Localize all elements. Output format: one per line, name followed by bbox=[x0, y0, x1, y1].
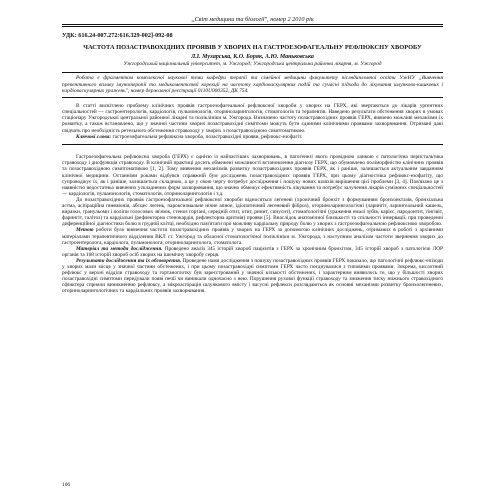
results-lead: Результати дослідження та їх обговорення. bbox=[76, 257, 182, 264]
keywords bbox=[62, 134, 443, 140]
body-paragraph-aim: Метою роботи було вивчення частоти позастравохідних проявів у хворих на ГЕРХ за допомогою клінічних досліджень, отриманих в роботі з архівними матеріалами терапевтичного відділення ВКЛ ст. Ужгород та обласної стоматологічної поліклініки м. Ужгорода, з наступним аналізом частоти звернення хворих до гастроентеролога, кардіолога, пульмонолога, оториноларинголога, стоматолога. bbox=[62, 227, 443, 246]
author-affiliation: Ужгородський національний університет, м. Ужгород; Ужгородська центральна районна лікарня, м. Ужгород bbox=[123, 61, 382, 67]
header-rule bbox=[62, 24, 443, 25]
body-paragraph-intro: Гастроезофагеальна рефлюксна хвороба (ГЕРХ) є однією із найчастіших захворювань, в патогенезі якого провідною ланкою є патологічна перистальтика стравоходу і дисфункція стравоходу. В клінічній практиці досить обмежені можливості встановлення діагнозу ГЕРХ, що обумовлено поліморфністю клінічних проявів та позастравохідною симптоматикою [1, 2]. Тому вивчення механізмів розвитку позастравохідних проявів ГЕРХ, як і раніше, залишається актуальним завданням клінічної медицини. Останніми роками відбувся справжній бум досліджень позастравохідних проявів ГЕРХ, при цьому діагностика рефлюкс-езофагіту, що супроводжує їх, як і раніше, залишається складною, а це у свою чергу потребує дослідження і пошуку нових шляхів вирішення цієї проблеми [3, 4]. Пов'язано це з наявністю недостатньо вивчених ускладнених форм захворювання, що значно обмежує ефективність лікування та потребує залучення лікарів суміжних спеціальностей — кардіологів, пульмонологів, стоматологів, оториноларингологів і т.д. bbox=[62, 154, 443, 197]
keywords-text: гастроезофагеальна рефлюксна хвороба, позастравохідні прояви, рефлюкс-езофагіт. bbox=[112, 134, 303, 140]
udk-code: УДК: 616.24-007.272:616.329-002]-092-08 bbox=[62, 32, 173, 39]
keywords-label: Ключові слова: bbox=[76, 134, 112, 140]
methods-lead: Матеріал та методи дослідження. bbox=[76, 245, 163, 252]
body-paragraph-results: Результати дослідження та їх обговорення. Проведене нами дослідження з пошуку позастравохідних проявів ГЕРХ показало, що патологічні рефлюкс-епізоди у хворих мали місце у значної частини обстежених, і при цьому позастравохідні симптоми ГЕРХ часто поєднувалися з типовими проявами. Зокрема, кислотний рефлюкс у верхні відділи стравоходу та гортаноглотку був зареєстрований у значної кількості обстежених, і характерним виявилось те, що у більшості хворих позастравохідні симптоми передували появі печії чи виникали одночасно з нею. Порушення рухової функції стравоходу та зниження тиску нижнього стравохідного сфінктера сприяли виникненню рефлюксу, а мікроаспірація шлункового вмісту і вагусні рефлекси розглядаються як основні механізми розвитку бронхолегеневих, оториноларингологічних та кардіальних проявів захворювання. bbox=[62, 257, 443, 295]
journal-page bbox=[62, 16, 443, 490]
running-header: „Світ медицини та біології", номер 2 2010 рік bbox=[191, 16, 314, 23]
abstract: В статті висвітлено проблему клінічних проявів гастроезофагеальної рефлюксної хвороби у хворих на ГЕРХ, які звертаються до лікарів ургентних спеціальностей — гастроентерологів, кардіологів, пульмонологів, оториноларингологів, стоматологів та терапевтів. Наведено результати обстеження хворих в умовах стаціонару Ужгородської центральної районної лікарні та поліклініки м. Ужгорода. Визначено частоту позастравохідних проявів ГЕРХ, вивчено можливі механізми їх розвитку, а також встановлено, що у значної частини хворих позастравохідні симптоми можуть бути єдиними клінічними проявами захворювання. Отримані дані свідчать про необхідність ретельного обстеження стравоходу у хворих з позастравохідною симптоматикою. bbox=[62, 102, 443, 134]
article-title: ЧАСТОТА ПОЗАСТРАВОХІДНИХ ПРОЯВІВ У ХВОРИХ НА ГАСТРОЕЗОФАГЕАЛЬНУ РЕФЛЮКСНУ ХВОРОБУ bbox=[83, 44, 422, 51]
abstract-separator bbox=[62, 144, 443, 145]
aim-lead: Метою bbox=[76, 227, 94, 234]
article-authors: Л.І. Мухарська, К.О. Боряк, А.Ю. Маньковська bbox=[191, 54, 314, 61]
research-context-note: Робота є фрагментом комплексної наукової теми кафедри терапії та сімейної медицини факультету післядипломної освіти УжНУ „Вивчення превентивного впливу імунотерапії та медикаментозної корекції на частоту кардіоваскулярних подій та сучасні підходи до лікування шлунково-кишкових і кардіоваскулярних уражень", номер державної реєстрації 0110U000352, ДК 754. bbox=[62, 72, 443, 97]
body-paragraph-manifestations: До позастравохідних проявів гастроезофагеальної рефлюксної хвороби відносяться легеневі (хронічний бронхіт з формуванням бронхоектазів, бронхіальна астма, аспіраційна пневмонія, абсцес легень, пароксизмальне нічне апное, ідіопатичний легеневий фіброз), оториноларингологічні (ларингіт, ларингеальний кашель, виразки, гранульоми і поліпи голосових зв'язок, стеноз гортані, середній отит, отит, ринит, синусит), стоматологічні (ураження емалі зубів, карієс, пародонтит, гінгівіт, фарингіт, галітоз) та кардіальні (рефлекторна стенокардія, рефлекторна аритмія) прояви [5]. Внаслідок анатомічної близькості та спільності іннервації, при проведенні диференційної діагностики болю в грудній клітці, необхідно пам'ятати про можливу кардіальну природу болю у хворих з гастроезофагеальною рефлюксною хворобою. bbox=[62, 196, 443, 228]
header-rule-thin bbox=[62, 26, 443, 27]
page-number: 106 bbox=[62, 482, 71, 488]
body-paragraph-methods: Матеріал та методи дослідження. Проведено аналіз 345 історій хвороб пацієнтів з ГЕРХ за хронічним бронхітом, 345 історій хвороб з патологією ЛОР органів та 168 історій хвороб осіб хворих на ішемічну хворобу серця. bbox=[62, 245, 443, 258]
